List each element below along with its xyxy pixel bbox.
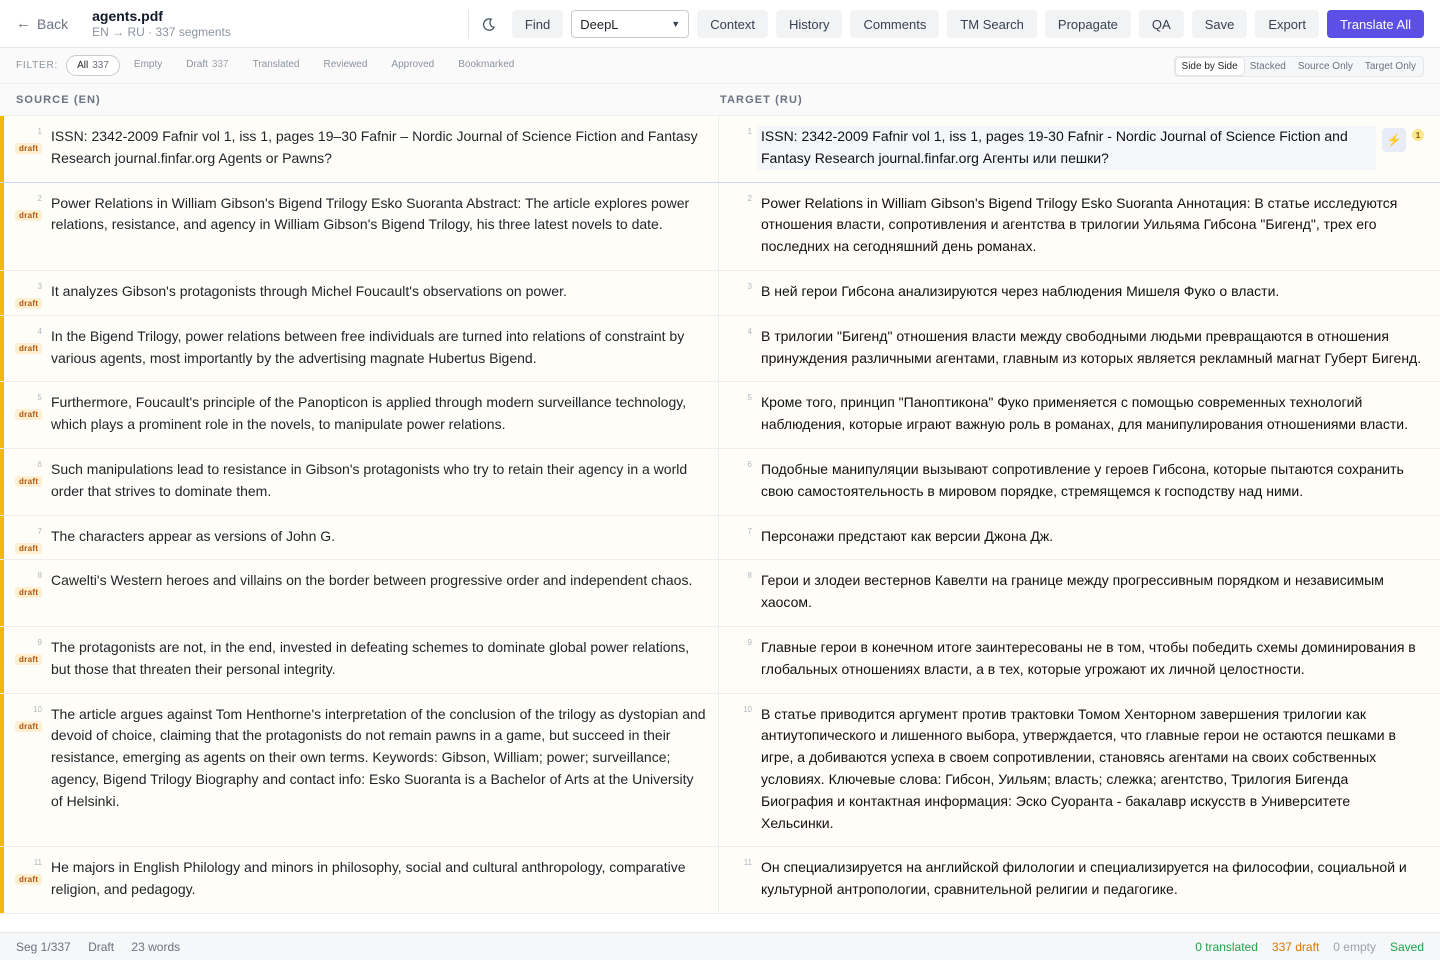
find-button[interactable]: Find (512, 10, 563, 38)
segment-row[interactable] (0, 116, 1440, 183)
filter-chip-label: Empty (133, 59, 163, 70)
translated-count: 0 translated (1195, 939, 1258, 954)
segment-number: 5 (37, 393, 42, 403)
tm-search-button[interactable]: TM Search (947, 10, 1037, 38)
source-text: Cawelti's Western heroes and villains on the border between progressive order and independent chaos. (51, 572, 693, 589)
segment-row[interactable] (0, 560, 1440, 627)
segment-number: 3 (37, 281, 42, 291)
segment-number: 3 (747, 281, 752, 291)
source-cell (0, 116, 719, 182)
segment-number: 6 (37, 459, 42, 469)
arrow-left-icon: ← (16, 15, 31, 32)
file-subtitle: EN → RU · 337 segments (92, 24, 231, 39)
source-cell (0, 627, 719, 693)
comments-button[interactable]: Comments (850, 10, 939, 38)
target-text[interactable]: Он специализируется на английской филологии и специализируется на философии, социальной и культурной антропологии, сравнительной религии и педагогике. (761, 859, 1407, 898)
target-text[interactable]: Герои и злодеи вестернов Кавелти на границе между прогрессивным порядком и независимым хаосом. (761, 572, 1384, 611)
status-badge: draft (15, 874, 42, 885)
filter-chip-bookmarked[interactable] (448, 55, 524, 76)
segment-number: 10 (33, 704, 42, 714)
segment-number: 2 (37, 193, 42, 203)
source-text: The characters appear as versions of John G. (51, 527, 336, 544)
status-badge: draft (15, 409, 42, 420)
source-text: Furthermore, Foucault's principle of the Panopticon is applied through modern surveillance technology, which plays a prominent role in the novels, to manipulate power relations. (51, 394, 687, 433)
source-cell (0, 183, 719, 270)
target-text[interactable]: В статье приводится аргумент против трактовки Томом Хенторном завершения трилогии как антиутопического и лишенного выбора, утверждается, что главные герои не остаются пешками в игре, а добиваются успеха в своем сопротивлении, становясь агентами на своих собственных условиях. Ключевые слова: Гибсон, Уильям; власть; слежка; агентство, Трилогия Бигенда Биография и контактная информация: Эско Суоранта - бакалавр искусств в Университете Хельсинки. (761, 705, 1396, 831)
segment-number: 10 (743, 704, 752, 714)
qa-issue-badge[interactable]: 1 (1412, 129, 1424, 141)
segment-number: 9 (747, 637, 752, 647)
segment-number: 6 (747, 459, 752, 469)
filter-chip-label: Approved (391, 59, 435, 70)
status-bar (0, 932, 1440, 960)
status-badge: draft (15, 476, 42, 487)
source-text: He majors in English Philology and minors in philosophy, social and cultural anthropology, comparative religion, and pedagogy. (51, 859, 686, 898)
filter-chip-count: 337 (92, 60, 109, 71)
segment-row[interactable] (0, 183, 1440, 271)
filter-chip-label: Bookmarked (458, 59, 515, 70)
filter-chip-label: Translated (252, 59, 300, 70)
segment-row[interactable] (0, 382, 1440, 449)
target-text[interactable]: В ней герои Гибсона анализируются через наблюдения Мишеля Фуко о власти. (761, 282, 1280, 299)
source-cell (0, 316, 719, 382)
toolbar (0, 0, 1440, 48)
source-cell (0, 694, 719, 847)
target-cell[interactable] (719, 560, 1440, 626)
status-badge: draft (15, 543, 42, 554)
segment-row[interactable] (0, 449, 1440, 516)
target-text[interactable]: Персонажи предстают как версии Джона Дж. (761, 527, 1054, 544)
word-count: 23 words (131, 939, 181, 954)
source-cell (0, 449, 719, 515)
segment-number: 2 (747, 193, 752, 203)
segment-number: 11 (33, 858, 42, 868)
source-cell (0, 847, 719, 913)
status-badge: draft (15, 721, 42, 732)
source-text: The article argues against Tom Henthorne's interpretation of the conclusion of the trilogy as dystopian and devoid of choice, claiming that the protagonists do not remain pawns in a game, but succeed in their resistance, emerging as agents on their own terms. Keywords: Gibson, William; power; surveillance; agency, Bigend Trilogy Biography and contact info: Esko Suoranta is a Bachelor of Arts at the University of Helsinki. (51, 705, 706, 809)
segment-list (0, 116, 1440, 932)
filter-bar (0, 48, 1440, 84)
segment-row[interactable] (0, 847, 1440, 914)
source-cell (0, 560, 719, 626)
translate-all-button[interactable]: Translate All (1327, 10, 1424, 38)
qa-button[interactable]: QA (1139, 10, 1184, 38)
target-text[interactable]: Подобные манипуляции вызывают сопротивление у героев Гибсона, которые пытаются сохранить свою самостоятельность в мировом порядке, стремящемся к господству над ними. (761, 460, 1404, 499)
source-text: The protagonists are not, in the end, invested in defeating schemes to dominate global power relations, but those that threaten their personal integrity. (51, 638, 690, 677)
target-cell[interactable] (719, 694, 1440, 847)
moon-icon[interactable] (468, 10, 498, 38)
status-badge: draft (15, 210, 42, 221)
segment-number: 1 (37, 127, 42, 136)
filter-chip-all[interactable] (66, 55, 120, 76)
back-label: Back (37, 15, 69, 32)
target-cell[interactable] (719, 516, 1440, 560)
source-text: It analyzes Gibson's protagonists through Michel Foucault's observations on power. (51, 282, 567, 299)
file-meta (92, 8, 231, 40)
engine-selected-value: DeepL (580, 16, 619, 32)
target-cell[interactable] (719, 382, 1440, 448)
segment-number: 4 (37, 326, 42, 336)
target-cell[interactable] (719, 449, 1440, 515)
export-button[interactable]: Export (1255, 10, 1319, 38)
segment-row[interactable] (0, 316, 1440, 383)
empty-count: 0 empty (1333, 939, 1376, 954)
file-name: agents.pdf (92, 7, 163, 24)
target-cell[interactable] (719, 316, 1440, 382)
target-cell[interactable] (719, 183, 1440, 270)
target-cell[interactable] (719, 271, 1440, 315)
segment-number: 5 (747, 393, 752, 403)
view-mode-tabs (1174, 56, 1424, 77)
propagate-button[interactable]: Propagate (1045, 10, 1131, 38)
target-text[interactable]: В трилогии "Бигенд" отношения власти между свободными людьми превращаются в отношения принуждения различными агентами, главным из которых является рекламный магнат Губерт Бигенд. (761, 327, 1422, 366)
target-text-editor[interactable]: ISSN: 2342-2009 Fafnir vol 1, iss 1, pages 19-30 Fafnir - Nordic Journal of Science Fiction and Fantasy Research journal.finfar.org Агенты или пешки? (757, 126, 1376, 170)
segment-number: 1 (747, 127, 752, 136)
segment-number: 8 (747, 571, 752, 581)
status-badge: draft (15, 654, 42, 665)
status-right (1195, 940, 1424, 954)
status-left (16, 940, 194, 954)
source-text: ISSN: 2342-2009 Fafnir vol 1, iss 1, pages 19–30 Fafnir – Nordic Journal of Science Fiction and Fantasy Research journal.finfar.org Agents or Pawns? (51, 128, 698, 166)
source-cell (0, 382, 719, 448)
view-tab-source-only[interactable]: Source Only (1297, 61, 1353, 72)
filter-chip-label: Draft (186, 59, 208, 70)
source-cell (0, 271, 719, 315)
target-cell[interactable] (719, 627, 1440, 693)
status-badge: draft (15, 587, 42, 598)
draft-count: 337 draft (1271, 939, 1320, 954)
toolbar-button-group (697, 10, 1319, 38)
view-tab-side-by-side[interactable]: Side by Side (1176, 58, 1244, 75)
source-text: In the Bigend Trilogy, power relations between free individuals are turned into relations of constraint by various agents, most importantly by the advertising magnate Hubertus Bigend. (51, 327, 685, 366)
filter-chip-empty[interactable] (124, 55, 172, 76)
segment-number: 7 (747, 526, 752, 536)
segment-row[interactable] (0, 271, 1440, 316)
context-button[interactable]: Context (697, 10, 768, 38)
segment-state: Draft (88, 939, 115, 954)
save-status: Saved (1389, 939, 1424, 954)
toolbar-actions (468, 10, 1424, 38)
target-column-header: TARGET (RU) (720, 93, 803, 106)
filter-chip-reviewed[interactable] (313, 55, 377, 76)
source-column-header: SOURCE (EN) (16, 93, 101, 106)
segment-number: 11 (743, 858, 752, 868)
view-tab-stacked[interactable]: Stacked (1249, 61, 1286, 72)
filter-chip-draft[interactable] (176, 55, 238, 76)
filter-chip-label: Reviewed (323, 59, 368, 70)
status-badge: draft (15, 298, 42, 309)
column-headers (0, 84, 1440, 116)
back-button[interactable] (16, 15, 68, 32)
target-cell[interactable] (719, 847, 1440, 913)
segment-position: Seg 1/337 (16, 939, 71, 954)
source-text: Power Relations in William Gibson's Bigend Trilogy Esko Suoranta Abstract: The article explores power relations, resistance, and agency in William Gibson's Bigend Trilogy, his three latest novels to date. (51, 194, 690, 233)
filter-label: FILTER: (16, 60, 59, 71)
segment-row[interactable] (0, 694, 1440, 848)
source-cell (0, 516, 719, 560)
status-badge: draft (15, 343, 42, 354)
save-button[interactable]: Save (1192, 10, 1248, 38)
view-tab-target-only[interactable]: Target Only (1364, 61, 1416, 72)
target-cell[interactable] (719, 116, 1440, 182)
history-button[interactable]: History (776, 10, 842, 38)
segment-row[interactable] (0, 516, 1440, 561)
target-text[interactable]: Power Relations in William Gibson's Bigend Trilogy Esko Suoranta Аннотация: В статье исследуются отношения власти, сопротивления и агентства в трилогии Уильяма Гибсона "Бигенд", трех его последних на сегодняшний день романах. (761, 194, 1398, 255)
filter-chip-label: All (77, 60, 89, 71)
status-badge: draft (15, 143, 42, 154)
segment-number: 8 (37, 571, 42, 581)
source-text: Such manipulations lead to resistance in Gibson's protagonists who try to retain their agency in a world order that strives to dominate them. (51, 460, 688, 499)
filter-chip-translated[interactable] (243, 55, 310, 76)
segment-number: 4 (747, 326, 752, 336)
lightning-icon[interactable]: ⚡ (1382, 128, 1406, 152)
target-text[interactable]: Кроме того, принцип "Паноптикона" Фуко применяется с помощью современных технологий наблюдения, которые играют важную роль в романах, для манипулирования отношениями власти. (761, 394, 1409, 433)
segment-number: 7 (37, 526, 42, 536)
filter-chip-approved[interactable] (381, 55, 444, 76)
engine-select[interactable] (571, 10, 689, 38)
filter-chip-group (66, 55, 528, 76)
filter-chip-count: 337 (211, 59, 229, 70)
segment-row[interactable] (0, 627, 1440, 694)
segment-number: 9 (37, 637, 42, 647)
target-text[interactable]: Главные герои в конечном итоге заинтересованы не в том, чтобы победить схемы доминирования в глобальных отношениях власти, а в тех, которые угрожают их личной целостности. (761, 638, 1416, 677)
chevron-down-icon: ▼ (671, 19, 681, 29)
